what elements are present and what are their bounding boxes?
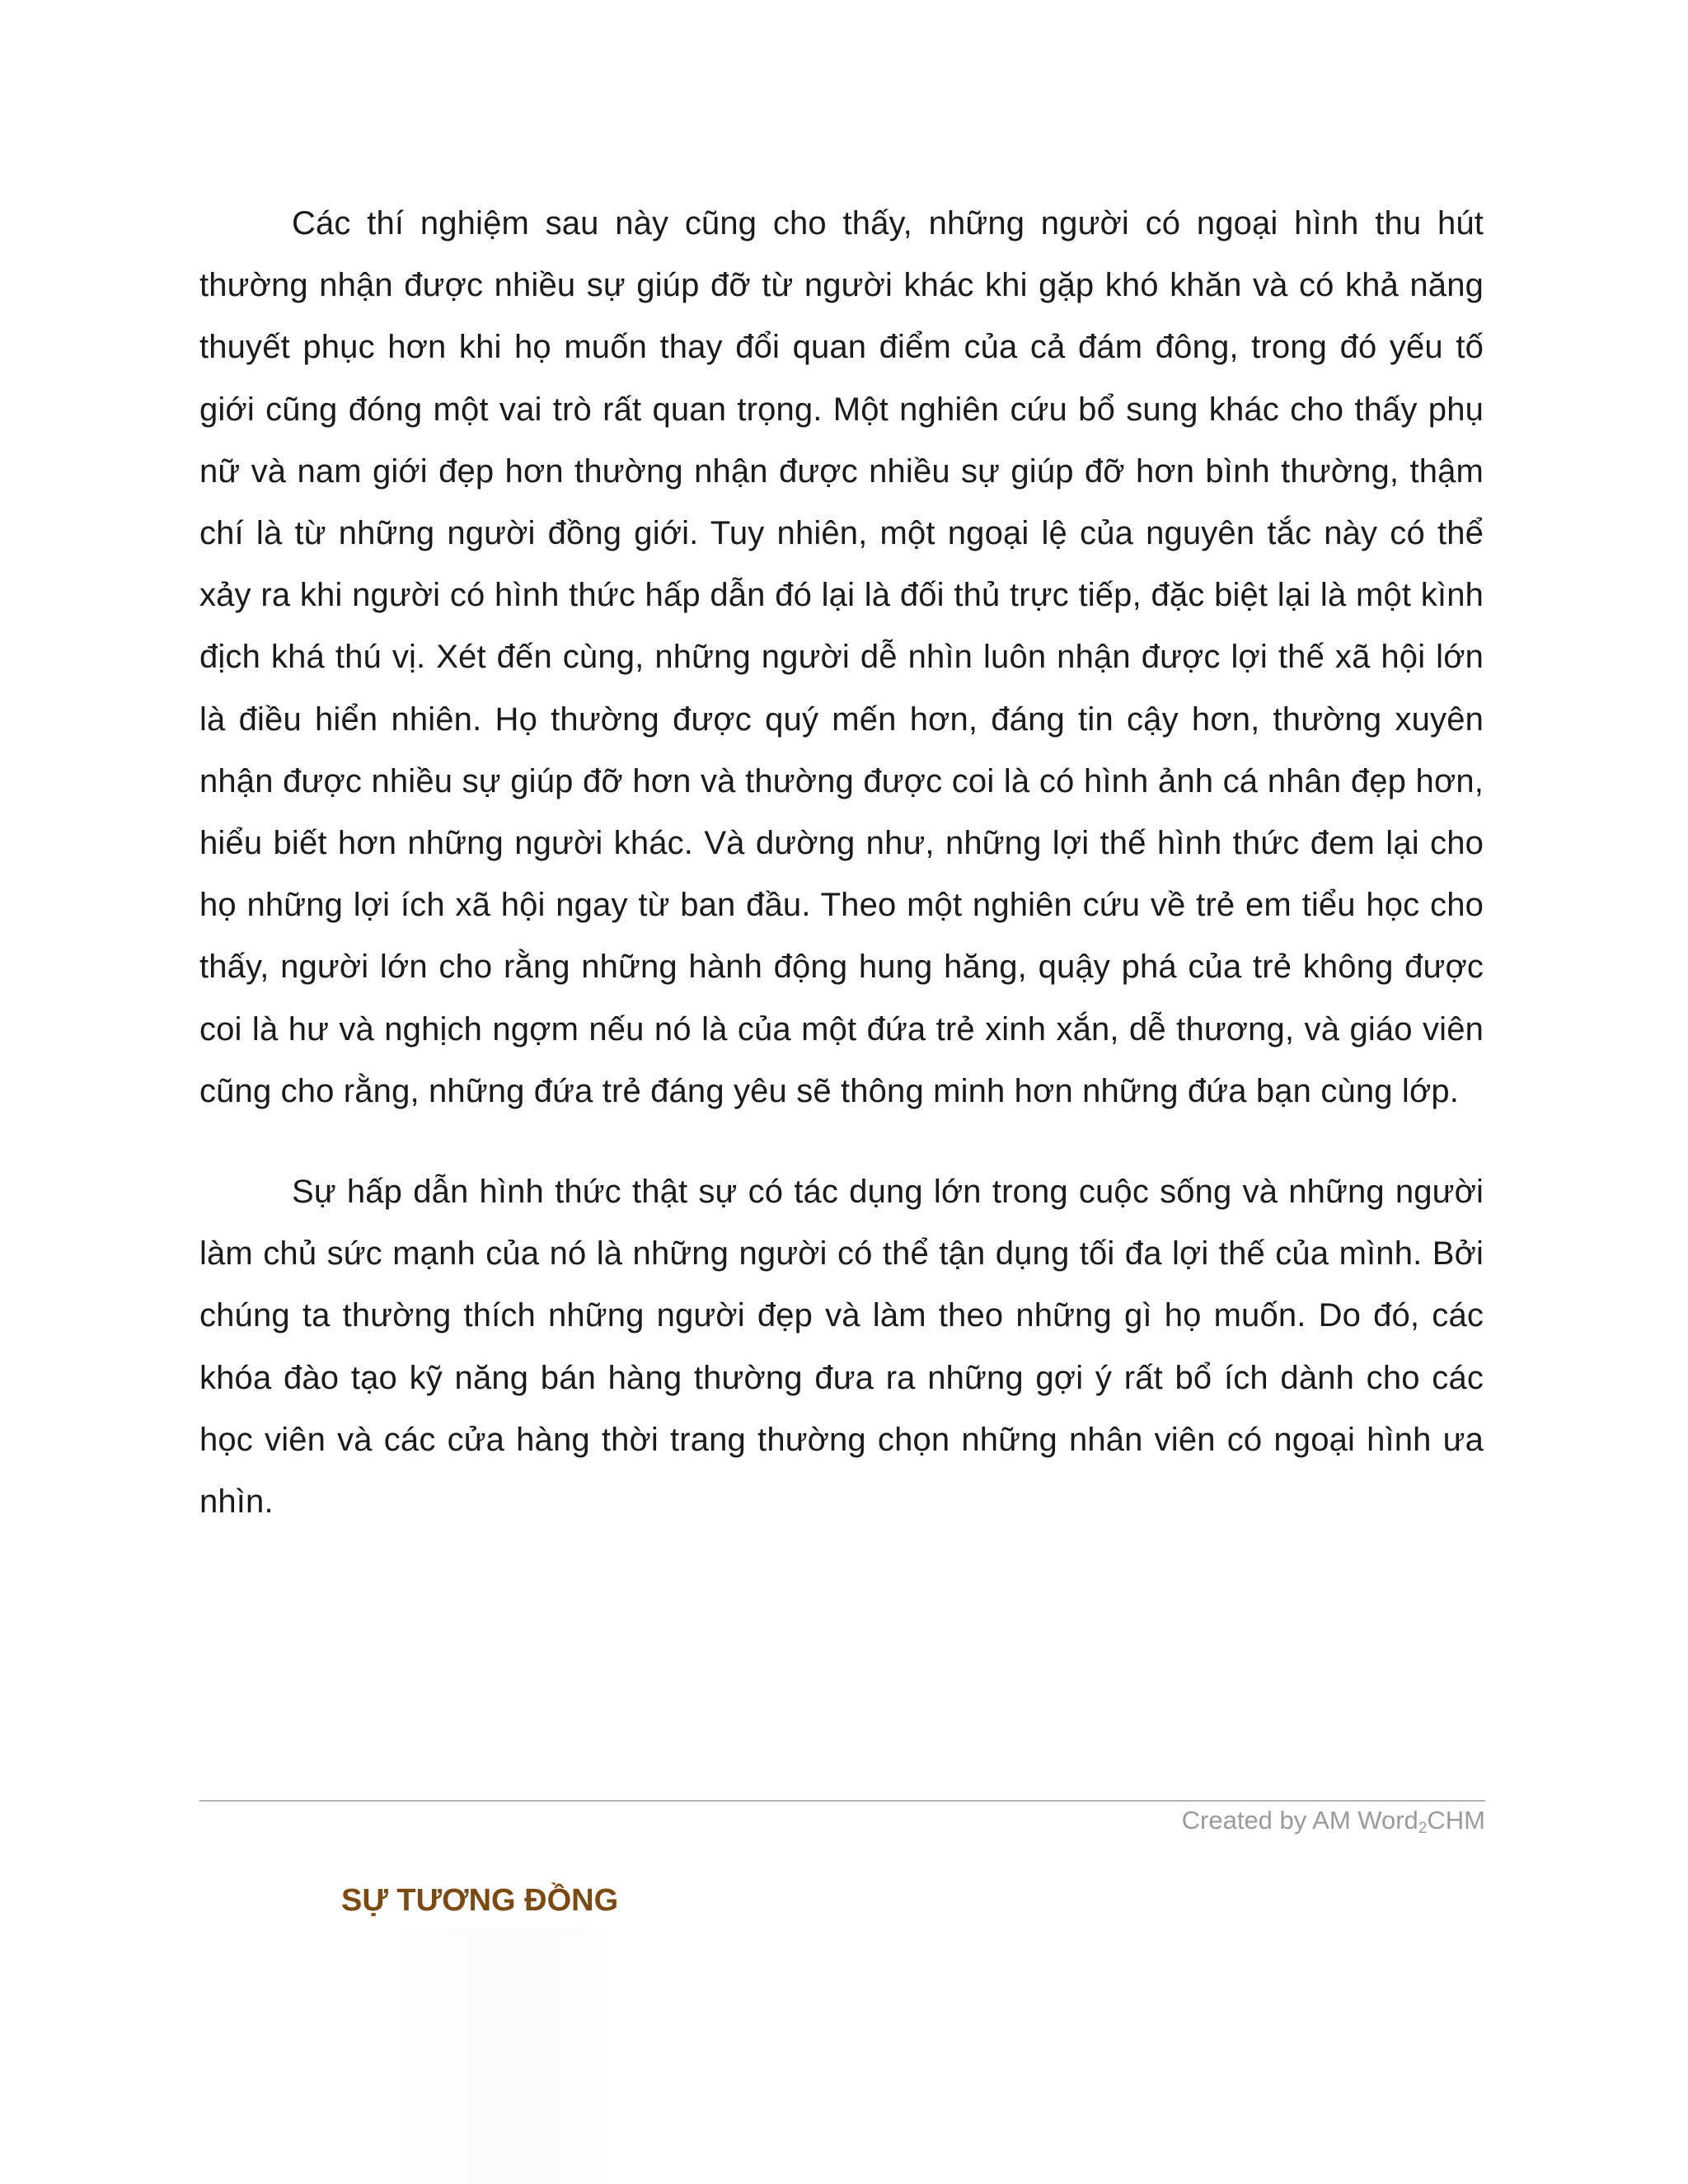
footer-credit-prefix: Created by AM Word <box>1181 1806 1418 1835</box>
footer-divider <box>199 1800 1485 1802</box>
section-heading: SỰ TƯƠNG ĐỒNG <box>341 1883 619 1918</box>
footer-credit-subscript: 2 <box>1418 1820 1428 1837</box>
document-body <box>199 193 1484 1533</box>
body-paragraph-1: Các thí nghiệm sau này cũng cho thấy, những người có ngoại hình thu hút thường nhận được nhiều sự giúp đỡ từ người khác khi gặp khó khăn và có khả năng thuyết phục hơn khi họ muốn thay đổi quan điểm của cả đám đông, trong đó yếu tố giới cũng đóng một vai trò rất quan trọng. Một nghiên cứu bổ sung khác cho thấy phụ nữ và nam giới đẹp hơn thường nhận được nhiều sự giúp đỡ hơn bình thường, thậm chí là từ những người đồng giới. Tuy nhiên, một ngoại lệ của nguyên tắc này có thể xảy ra khi người có hình thức hấp dẫn đó lại là đối thủ trực tiếp, đặc biệt lại là một kình địch khá thú vị. Xét đến cùng, những người dễ nhìn luôn nhận được lợi thế xã hội lớn là điều hiển nhiên. Họ thường được quý mến hơn, đáng tin cậy hơn, thường xuyên nhận được nhiều sự giúp đỡ hơn và thường được coi là có hình ảnh cá nhân đẹp hơn, hiểu biết hơn những người khác. Và dường như, những lợi thế hình thức đem lại cho họ những lợi ích xã hội ngay từ ban đầu. Theo một nghiên cứu về trẻ em tiểu học cho thấy, người lớn cho rằng những hành động hung hăng, quậy phá của trẻ không được coi là hư và nghịch ngợm nếu nó là của một đứa trẻ xinh xắn, dễ thương, và giáo viên cũng cho rằng, những đứa trẻ đáng yêu sẽ thông minh hơn những đứa bạn cùng lớp. <box>199 205 1484 1109</box>
footer-credit-suffix: CHM <box>1427 1806 1485 1835</box>
background-shade <box>394 1929 618 2184</box>
body-paragraph-2: Sự hấp dẫn hình thức thật sự có tác dụng lớn trong cuộc sống và những người làm chủ sức mạnh của nó là những người có thể tận dụng tối đa lợi thế của mình. Bởi chúng ta thường thích những người đẹp và làm theo những gì họ muốn. Do đó, các khóa đào tạo kỹ năng bán hàng thường đưa ra những gợi ý rất bổ ích dành cho các học viên và các cửa hàng thời trang thường chọn những nhân viên có ngoại hình ưa nhìn. <box>199 1174 1484 1521</box>
footer-credit <box>1182 1804 1485 1837</box>
